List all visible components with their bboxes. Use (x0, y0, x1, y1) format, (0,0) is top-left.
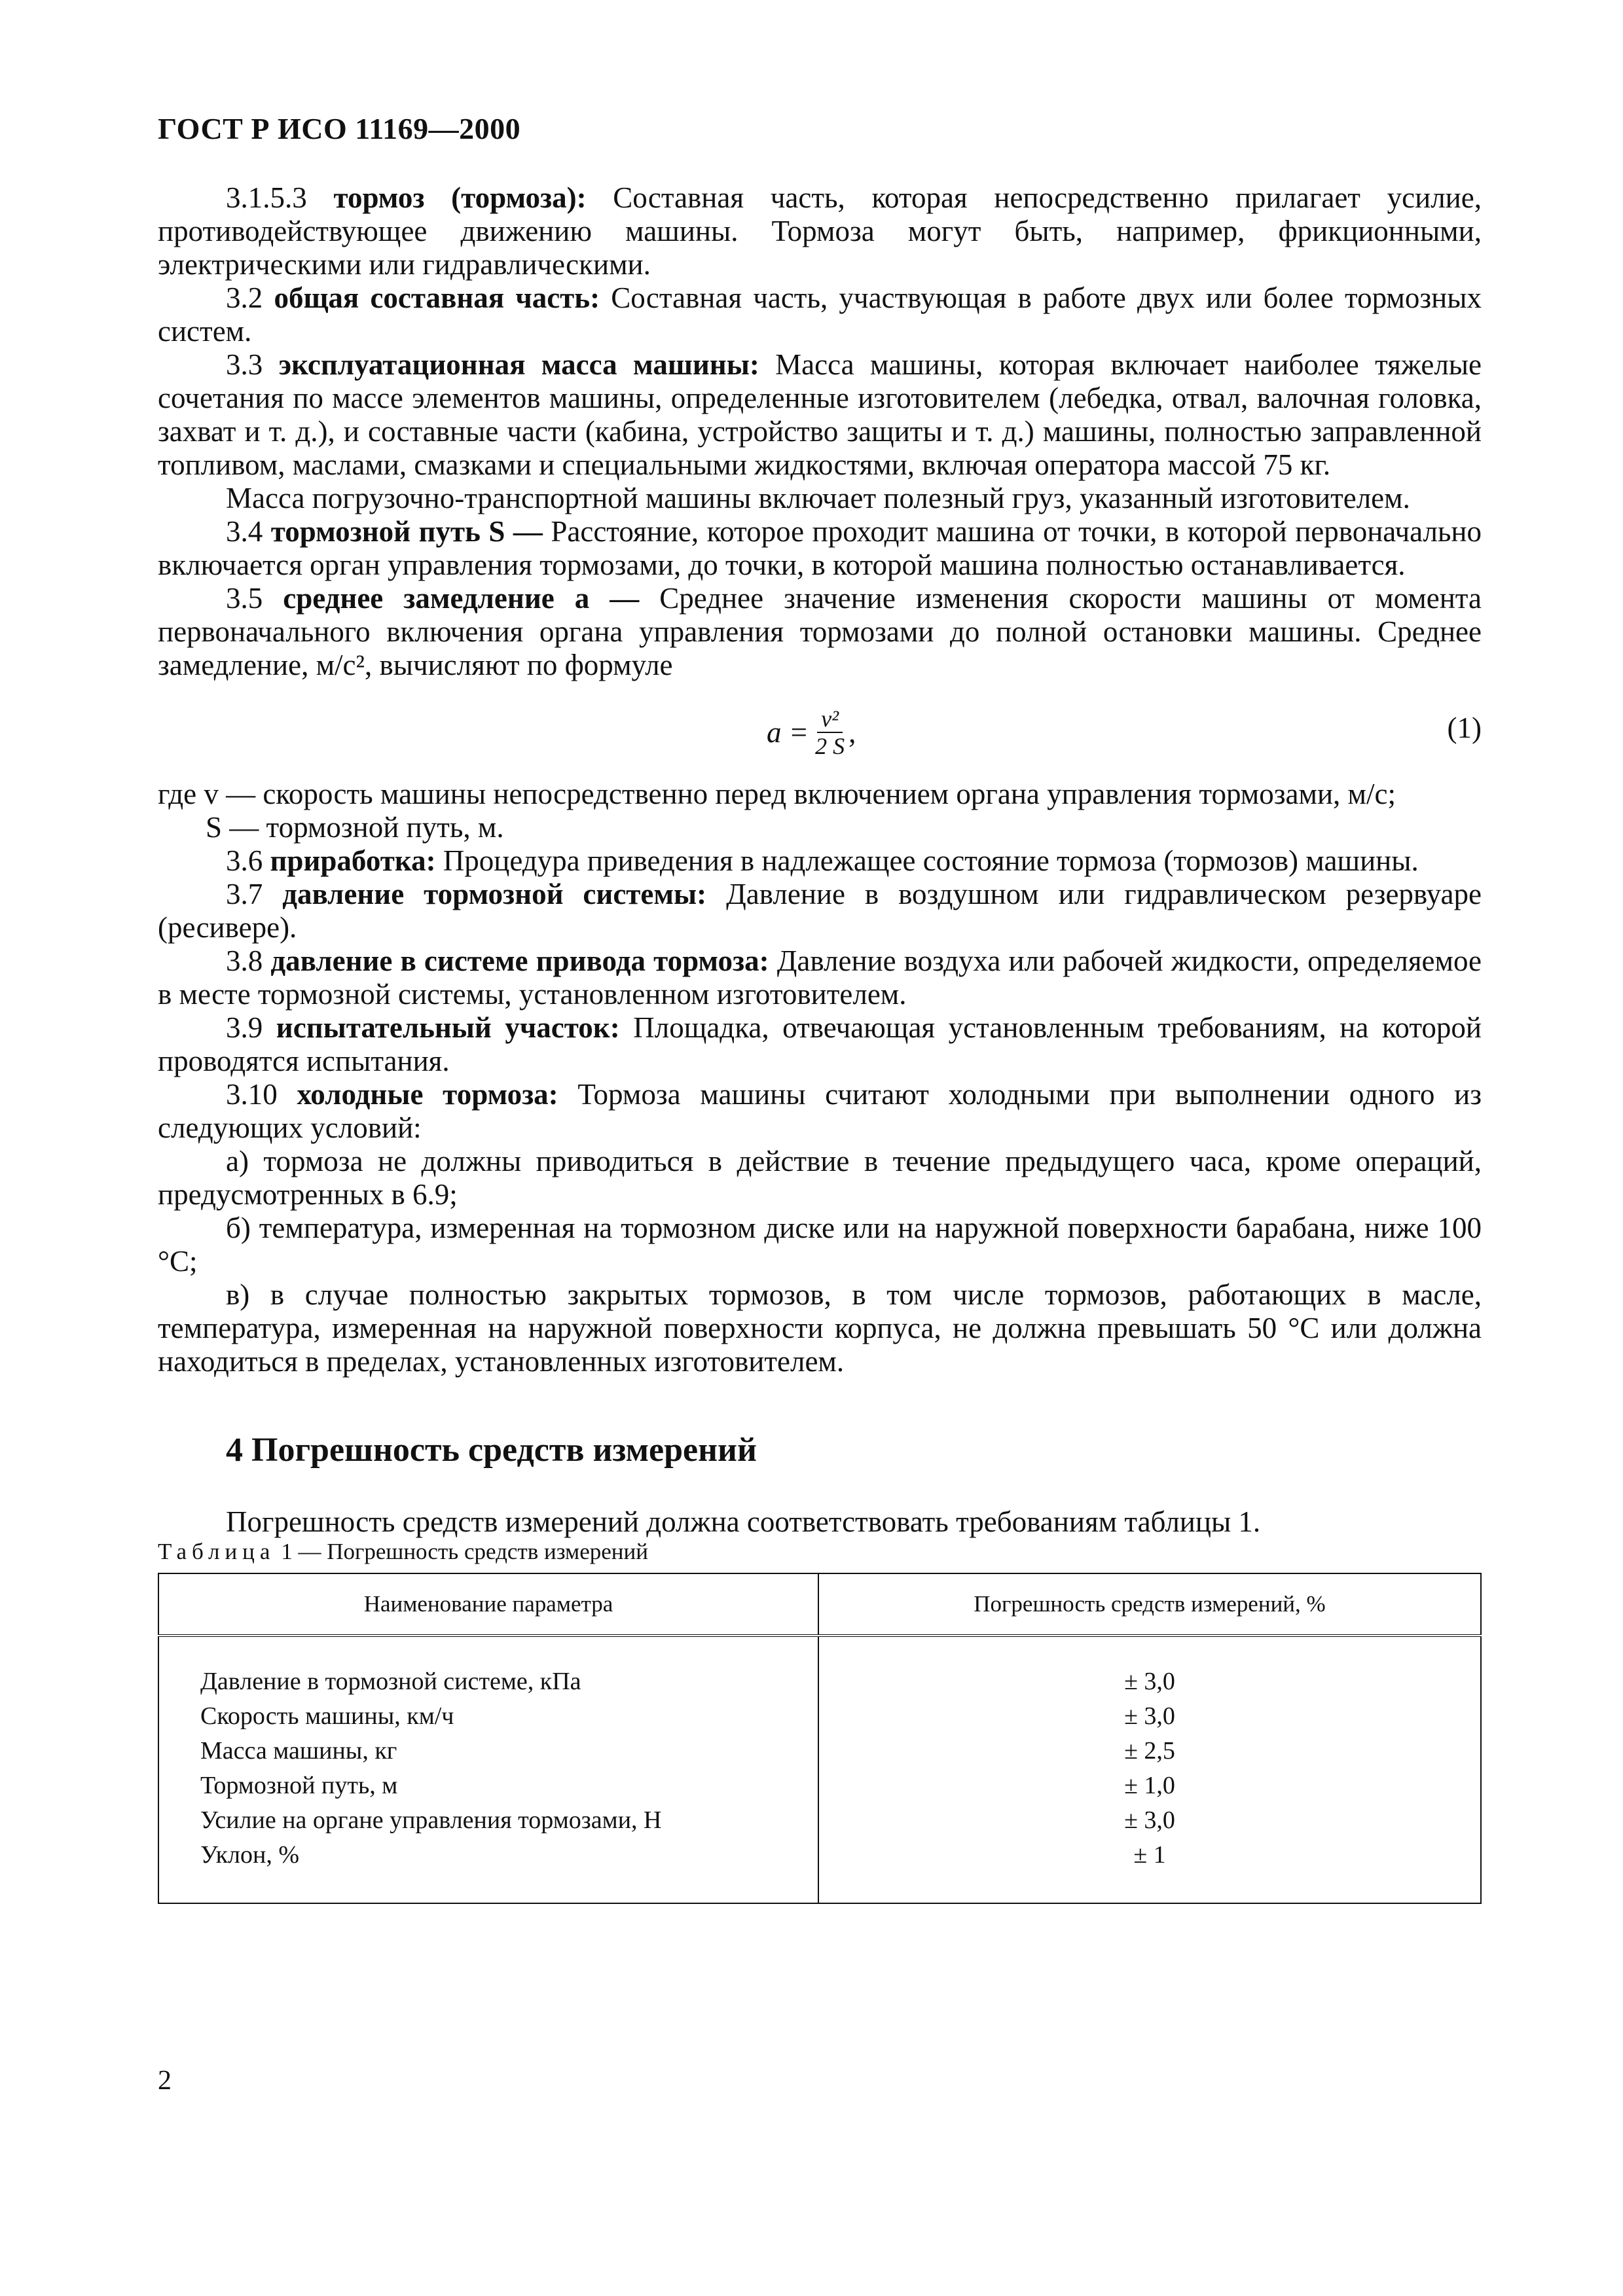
condition-a: а) тормоза не должны приводиться в действие в течение предыдущего часа, кроме операций, предусмотренных в 6.9; (158, 1145, 1482, 1211)
legend-line-s: S — тормозной путь, м. (206, 811, 504, 844)
para-number: 3.6 (226, 844, 263, 877)
formula-legend (158, 778, 1482, 844)
term: давление в системе привода тормоза: (270, 944, 769, 977)
parameter-name: Тормозной путь, м (200, 1772, 398, 1799)
term: тормоз (тормоза): (333, 181, 587, 214)
table-1 (158, 1573, 1482, 1904)
column-header-error: Погрешность средств измерений, % (818, 1573, 1481, 1636)
formula-numerator: v² (817, 706, 843, 733)
definition: Процедура приведения в надлежащее состояние тормоза (тормозов) машины. (443, 844, 1419, 877)
legend-line-v: где v — скорость машины непосредственно перед включением органа управления тормозами, м/с; (158, 778, 1396, 810)
formula-1 (158, 696, 1482, 770)
error-cell (818, 1636, 1481, 1903)
definition: Площадка, отвечающая установленным требованиям, на которой проводятся испытания. (158, 1011, 1482, 1077)
formula-fraction (815, 706, 845, 759)
paragraph-3-3-note: Масса погрузочно-транспортной машины включает полезный груз, указанный изготовителем. (226, 482, 1410, 514)
term: давление тормозной системы: (282, 878, 707, 910)
formula-comma: , (848, 716, 856, 749)
paragraph-3-5 (158, 582, 1482, 682)
paragraph-3-7 (158, 878, 1482, 944)
paragraph-3-1-5-3 (158, 181, 1482, 281)
definition: Составная часть, которая непосредственно прилагает усилие, противодействующее движению машины. Тормоза могут быть, например, фрикционными, электрическими или гидравлическими. (158, 181, 1482, 281)
definition: Расстояние, которое проходит машина от точки, в которой первоначально включается орган управления тормозами, до точки, в которой машина полностью останавливается. (158, 515, 1482, 581)
term: общая составная часть: (274, 281, 600, 314)
error-value: ± 3,0 (1124, 1806, 1175, 1834)
table-caption-text: 1 — Погрешность средств измерений (275, 1539, 648, 1564)
table-caption-word: Таблица (158, 1539, 276, 1564)
condition-c: в) в случае полностью закрытых тормозов, в том числе тормозов, работающих в масле, температура, измеренная на наружной поверхности корпуса, не должна превышать 50 °С или должна находиться в пределах, установленных изготовителем. (158, 1278, 1482, 1378)
para-number: 3.4 (226, 515, 263, 548)
para-number: 3.7 (226, 878, 263, 910)
para-number: 3.2 (226, 281, 263, 314)
formula-expression (767, 706, 856, 759)
definition: Среднее значение изменения скорости машины от момента первоначального включения органа управления тормозами до полной остановки машины. Среднее замедление, м/с², вычисляют по формуле (158, 582, 1482, 681)
term: приработка: (270, 844, 436, 877)
parameter-name: Уклон, % (200, 1841, 299, 1869)
error-value: ± 2,5 (1124, 1737, 1175, 1765)
page-number: 2 (158, 2066, 172, 2096)
parameter-name: Масса машины, кг (200, 1737, 397, 1765)
definition: Тормоза машины считают холодными при выполнении одного из следующих условий: (158, 1078, 1482, 1144)
section-4-intro: Погрешность средств измерений должна соответствовать требованиям таблицы 1. (226, 1505, 1261, 1538)
definition: Масса машины, которая включает наиболее тяжелые сочетания по массе элементов машины, определенные изготовителем (лебедка, отвал, валочная головка, захват и т. д.), и составные части (кабина, устройство защиты и т. д.) машины, полностью заправленной топливом, маслами, смазками и специальными жидкостями, включая оператора массой 75 кг. (158, 348, 1482, 481)
term: холодные тормоза: (297, 1078, 558, 1111)
term: эксплуатационная масса машины: (278, 348, 759, 381)
term: испытательный участок: (276, 1011, 620, 1044)
paragraph-3-10 (158, 1078, 1482, 1145)
document-header: ГОСТ Р ИСО 11169—2000 (158, 112, 521, 145)
section-4-title: 4 Погрешность средств измерений (226, 1431, 757, 1469)
error-value: ± 1 (1133, 1841, 1166, 1869)
table-1-caption (158, 1539, 1482, 1565)
parameter-name: Скорость машины, км/ч (200, 1702, 454, 1730)
formula-denominator: 2 S (815, 733, 845, 759)
equation-number: (1) (1447, 711, 1482, 744)
paragraph-3-4 (158, 515, 1482, 582)
para-number: 3.5 (226, 582, 263, 615)
document-page (158, 111, 1482, 1904)
term: тормозной путь S — (270, 515, 543, 548)
table-row (158, 1636, 1481, 1903)
error-value: ± 3,0 (1124, 1668, 1175, 1695)
paragraph-3-8 (158, 944, 1482, 1011)
paragraph-3-3 (158, 348, 1482, 482)
para-number: 3.9 (226, 1011, 263, 1044)
parameter-name: Усилие на органе управления тормозами, Н (200, 1806, 662, 1834)
condition-b: б) температура, измеренная на тормозном диске или на наружной поверхности барабана, ниже 100 °С; (158, 1211, 1482, 1278)
column-header-parameter: Наименование параметра (158, 1573, 818, 1636)
table-header-row (158, 1573, 1481, 1636)
paragraph-3-6 (158, 844, 1482, 878)
definition: Давление в воздушном или гидравлическом резервуаре (ресивере). (158, 878, 1482, 944)
error-value: ± 3,0 (1124, 1702, 1175, 1730)
para-number: 3.8 (226, 944, 263, 977)
para-number: 3.10 (226, 1078, 278, 1111)
paragraph-3-9 (158, 1011, 1482, 1078)
error-value: ± 1,0 (1124, 1772, 1175, 1799)
para-number: 3.3 (226, 348, 263, 381)
formula-lhs: a = (767, 716, 809, 749)
paragraph-3-2 (158, 281, 1482, 348)
definition: Давление воздуха или рабочей жидкости, определяемое в месте тормозной системы, установленном изготовителем. (158, 944, 1482, 1011)
parameter-name: Давление в тормозной системе, кПа (200, 1668, 581, 1695)
definition: Составная часть, участвующая в работе двух или более тормозных систем. (158, 281, 1482, 348)
para-number: 3.1.5.3 (226, 181, 307, 214)
parameter-cell (158, 1636, 818, 1903)
term: среднее замедление a — (283, 582, 640, 615)
